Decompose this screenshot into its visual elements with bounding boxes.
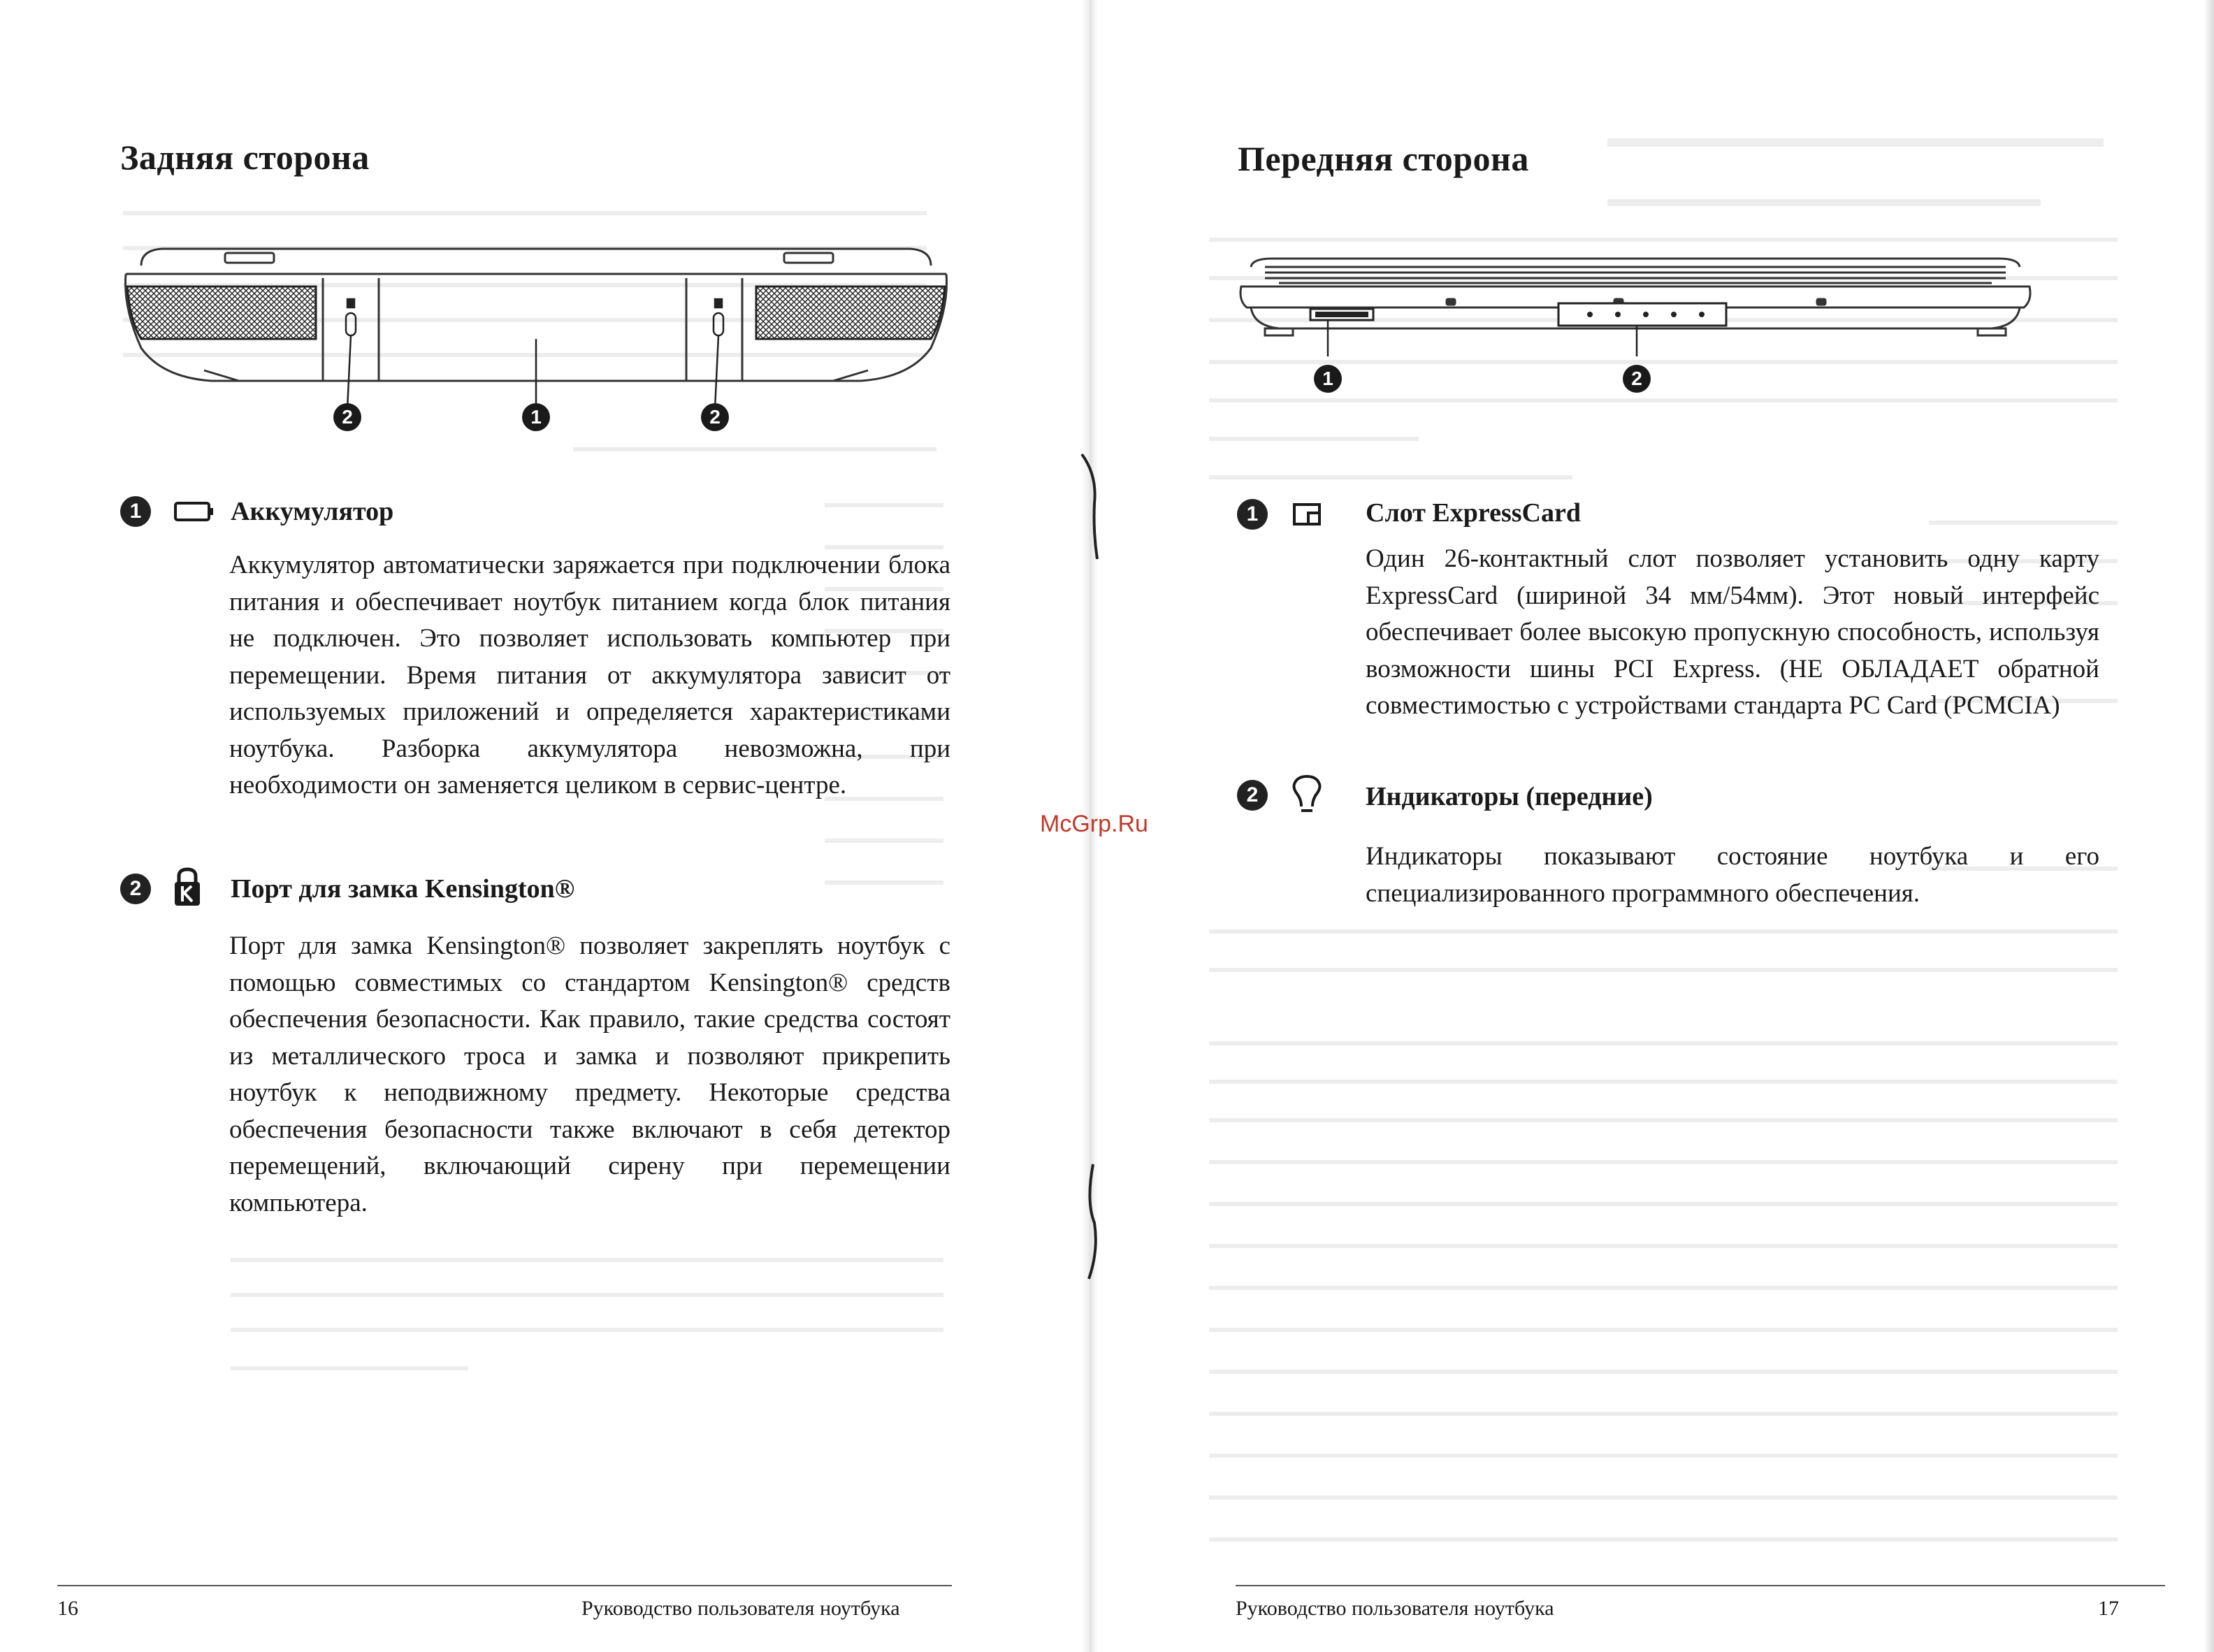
diagram-callout: 1 (522, 403, 550, 431)
item-title: Порт для замка Kensington® (231, 874, 575, 904)
item-description: Порт для замка Kensington® позволяет закреплять ноутбук с помощью совместимых со стандартом Kensington® средств обеспечения безопасности. Как правило, такие средства состоят из металлического троса и замка и позволяют прикрепить ноутбук к неподвижному предмету. Некоторые средства обеспечения безопасности также включают в себя детектор перемещений, включающий сирену при перемещении компьютера. (229, 932, 950, 1217)
item-description: Аккумулятор автоматически заряжается при подключении блока питания и обеспечивает ноутбук питанием когда блок питания не подключен. Это позволяет использовать компьютер при перемещении. Время питания от аккумулятора зависит от используемых приложений и определяется характеристиками ноутбука. Разборка аккумулятора невозможна, при необходимости он заменяется целиком в сервис-центре. (229, 551, 950, 799)
indicator-bulb-icon (1292, 774, 1322, 816)
page-title: Передняя сторона (1238, 139, 1529, 178)
left-page (0, 0, 1090, 1652)
footer-rule (1236, 1585, 2165, 1586)
item-number-badge: 1 (120, 496, 151, 527)
item-title: Индикаторы (передние) (1366, 782, 1653, 811)
watermark: McGrp.Ru (1040, 811, 1148, 837)
item-description: Индикаторы показывают состояние ноутбука и его специализированного программного обеспечения. (1366, 842, 2099, 908)
page-number: 16 (57, 1597, 78, 1620)
expresscard-slot-icon (1292, 502, 1322, 527)
diagram-callout: 2 (701, 403, 729, 431)
page-number: 17 (2098, 1597, 2119, 1620)
right-page (1090, 0, 2214, 1652)
item-title: Слот ExpressCard (1366, 498, 1581, 528)
item-description: Один 26-контактный слот позволяет установить одну карту ExpressCard (шириной 34 мм/54мм). Этот новый интерфейс обеспечивает более высокую пропускную способность, используя возможности шины PCI Express. (НЕ ОБЛАДАЕТ обратной совместимостью с устройствами стандарта PC Card (PCMCIA) (1366, 544, 2099, 720)
diagram-callout: 2 (333, 403, 361, 431)
footer-rule (57, 1585, 952, 1586)
page-edge (2204, 0, 2214, 1652)
item-title: Аккумулятор (231, 497, 394, 526)
diagram-callout: 1 (1314, 365, 1342, 393)
item-number-badge: 2 (1237, 780, 1268, 811)
kensington-lock-icon (172, 867, 203, 908)
item-number-badge: 2 (120, 874, 151, 904)
footer-title: Руководство пользователя ноутбука (1236, 1597, 1554, 1620)
diagram-callout: 2 (1623, 365, 1651, 393)
page-title: Задняя сторона (120, 138, 370, 177)
battery-icon (173, 500, 215, 523)
item-number-badge: 1 (1237, 499, 1268, 530)
footer-title: Руководство пользователя ноутбука (581, 1597, 900, 1620)
